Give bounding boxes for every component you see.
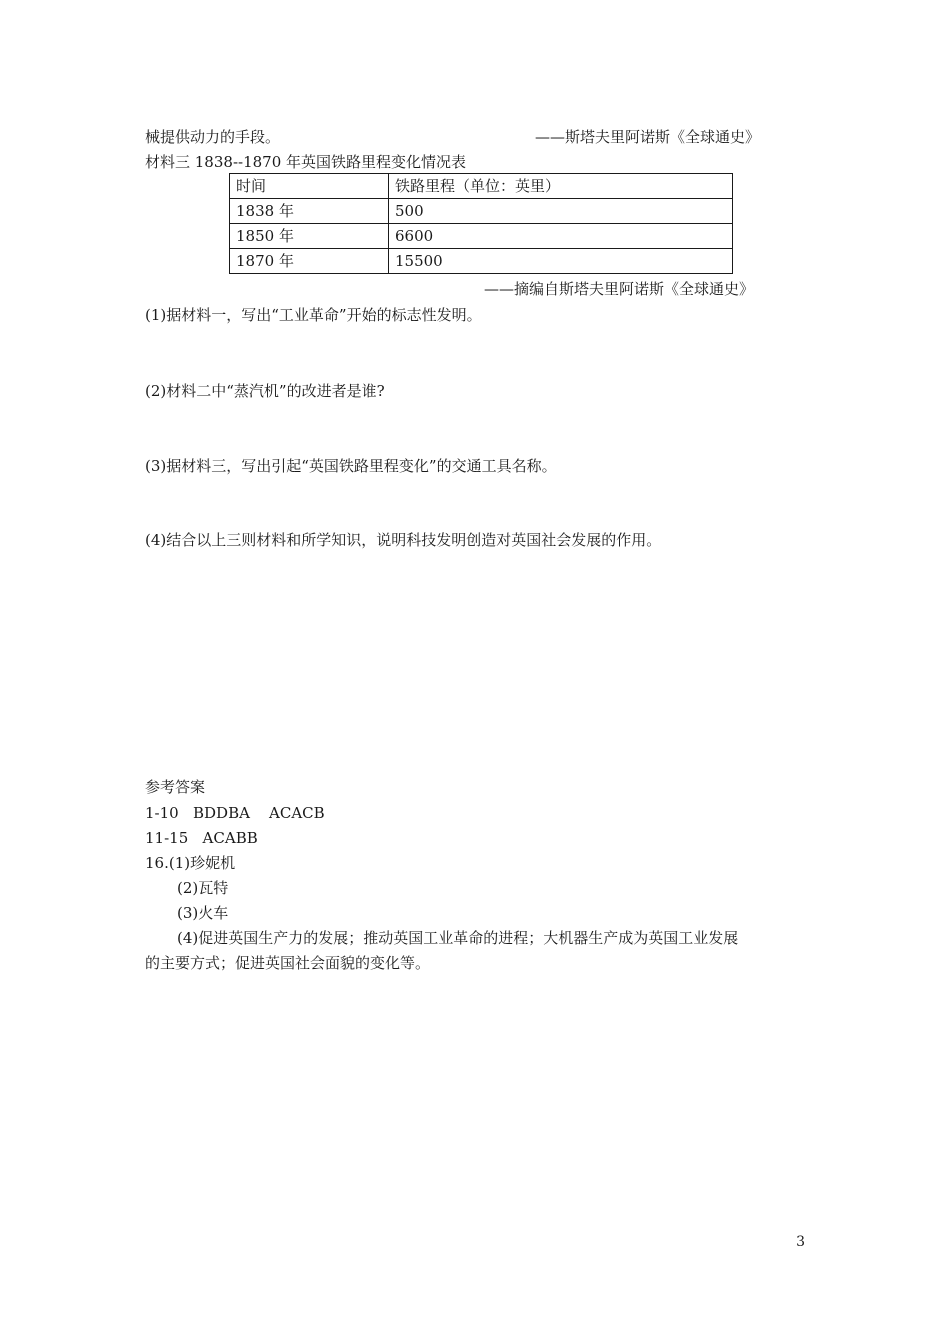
question-3: (3)据材料三，写出引起“英国铁路里程变化”的交通工具名称。 [145,457,557,475]
answer-16-1: 16.(1)珍妮机 [145,854,236,872]
table-cell-year: 1870 年 [230,249,389,274]
answer-16-2: (2)瓦特 [177,879,229,897]
answer-line-11-15: 11-15 ACABB [145,829,258,847]
question-2: (2)材料二中“蒸汽机”的改进者是谁? [145,382,385,400]
answer-key-title: 参考答案 [145,778,206,796]
page-number: 3 [796,1234,805,1250]
material-two-source: ——斯塔夫里阿诺斯《全球通史》 [534,128,760,146]
table-header-row [230,174,733,199]
table-cell-year: 1850 年 [230,224,389,249]
header-cell-time: 时间 [230,174,389,199]
answer-16-4-line-2: 的主要方式；促进英国社会面貌的变化等。 [145,954,431,972]
table-cell-year: 1838 年 [230,199,389,224]
table-cell-mileage: 500 [389,199,733,224]
header-cell-mileage: 铁路里程（单位：英里） [389,174,733,199]
table-source: ——摘编自斯塔夫里阿诺斯《全球通史》 [483,280,754,298]
answer-16-3: (3)火车 [177,904,229,922]
table-row [230,249,733,274]
answer-line-1-10: 1-10 BDDBA ACACB [145,804,325,822]
table-row [230,199,733,224]
continuation-text: 械提供动力的手段。 [145,128,281,146]
material-three-caption: 材料三 1838--1870 年英国铁路里程变化情况表 [145,153,467,171]
answer-16-4-line-1: (4)促进英国生产力的发展；推动英国工业革命的进程；大机器生产成为英国工业发展 [177,929,739,947]
question-4: (4)结合以上三则材料和所学知识，说明科技发明创造对英国社会发展的作用。 [145,531,662,549]
railway-mileage-table [229,173,733,274]
question-1: (1)据材料一，写出“工业革命”开始的标志性发明。 [145,306,482,324]
table-cell-mileage: 15500 [389,249,733,274]
table-row [230,224,733,249]
table-cell-mileage: 6600 [389,224,733,249]
